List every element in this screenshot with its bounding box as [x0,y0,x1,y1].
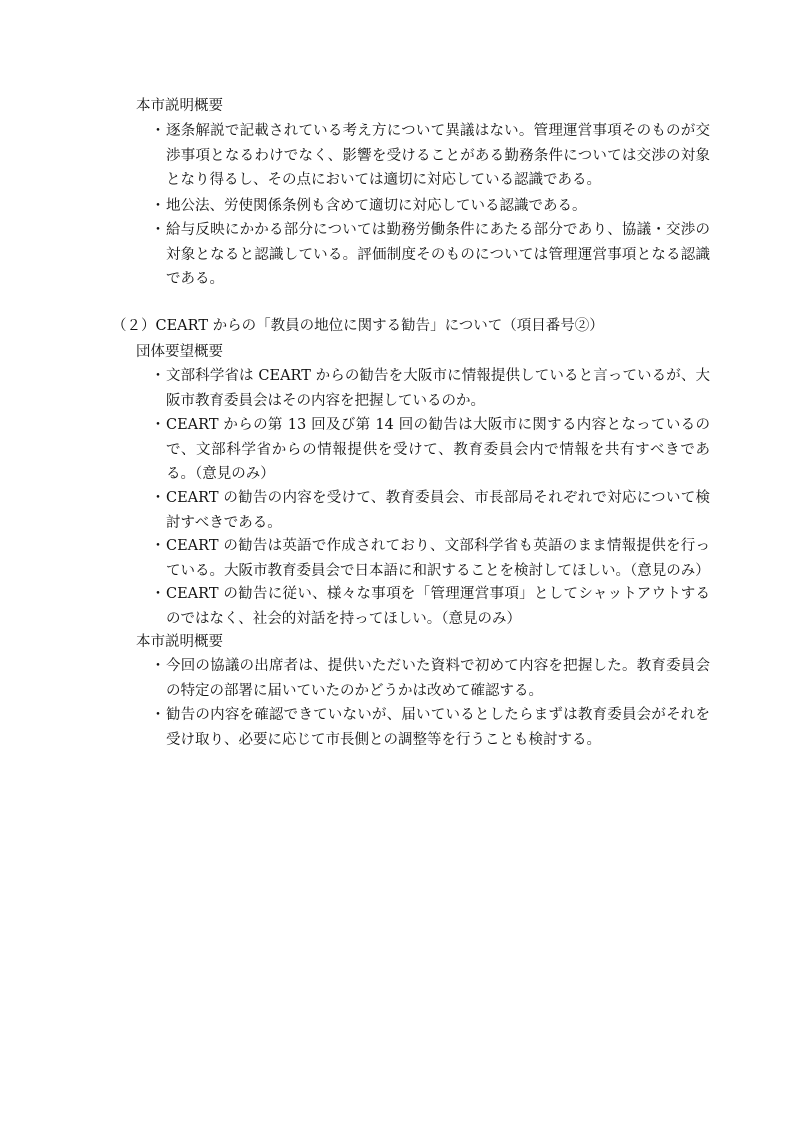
list-item-text: CEART の勧告に従い、様々な事項を「管理運営事項」としてシャットアウトするのではなく、社会的対話を持ってほしい。（意見のみ） [166,586,710,627]
list-item [150,194,710,219]
bullet-mark: ・ [150,123,166,139]
section-title: （２）CEART からの「教員の地位に関する勧告」について（項目番号②） [112,318,604,334]
list-item-text: 文部科学省は CEART からの勧告を大阪市に情報提供していると言っているが、大阪市教育委員会はその内容を把握しているのか。 [166,368,710,409]
list-item [150,218,710,292]
explanation-heading-2: 本市説明概要 [136,634,223,650]
list-item-text: CEART の勧告は英語で作成されており、文部科学省も英語のまま情報提供を行っている。大阪市教育委員会で日本語に和訳することを検討してほしい。（意見のみ） [166,538,710,579]
explanation-heading-1: 本市説明概要 [136,98,223,114]
bullet-mark: ・ [150,538,166,554]
list-item [150,486,710,535]
list-item-text: CEART からの第 13 回及び第 14 回の勧告は大阪市に関する内容となっているので、文部科学省からの情報提供を受けて、教育委員会内で情報を共有すべきである。（意見のみ） [166,417,710,482]
list-item-text: 地公法、労使関係条例も含めて適切に対応している認識である。 [166,198,587,214]
list-item [150,364,710,413]
list-item [150,119,710,193]
list-item-text: 今回の協議の出席者は、提供いただいた資料で初めて内容を把握した。教育委員会の特定の部署に届いていたのかどうかは改めて確認する。 [166,658,710,699]
list-item [150,582,710,631]
list-item-text: 勧告の内容を確認できていないが、届いているとしたらまずは教育委員会がそれを受け取り、必要に応じて市長側との調整等を行うことも検討する。 [166,707,710,748]
bullet-mark: ・ [150,368,166,384]
list-item [150,654,710,703]
list-item-text: 逐条解説で記載されている考え方について異議はない。管理運営事項そのものが交渉事項となるわけでなく、影響を受けることがある勤務条件については交渉の対象となり得るし、その点においては適切に対応している認識である。 [166,123,710,188]
list-item-text: 給与反映にかかる部分については勤務労働条件にあたる部分であり、協議・交渉の対象となると認識している。評価制度そのものについては管理運営事項となる認識である。 [166,222,710,287]
request-heading: 団体要望概要 [136,344,223,360]
list-item [150,534,710,583]
bullet-mark: ・ [150,707,166,723]
bullet-mark: ・ [150,417,166,433]
bullet-mark: ・ [150,658,166,674]
bullet-mark: ・ [150,222,166,238]
list-item [150,413,710,487]
bullet-mark: ・ [150,586,166,602]
bullet-mark: ・ [150,198,166,214]
list-item-text: CEART の勧告の内容を受けて、教育委員会、市長部局それぞれで対応について検討すべきである。 [166,490,710,531]
list-item [150,703,710,752]
bullet-mark: ・ [150,490,166,506]
